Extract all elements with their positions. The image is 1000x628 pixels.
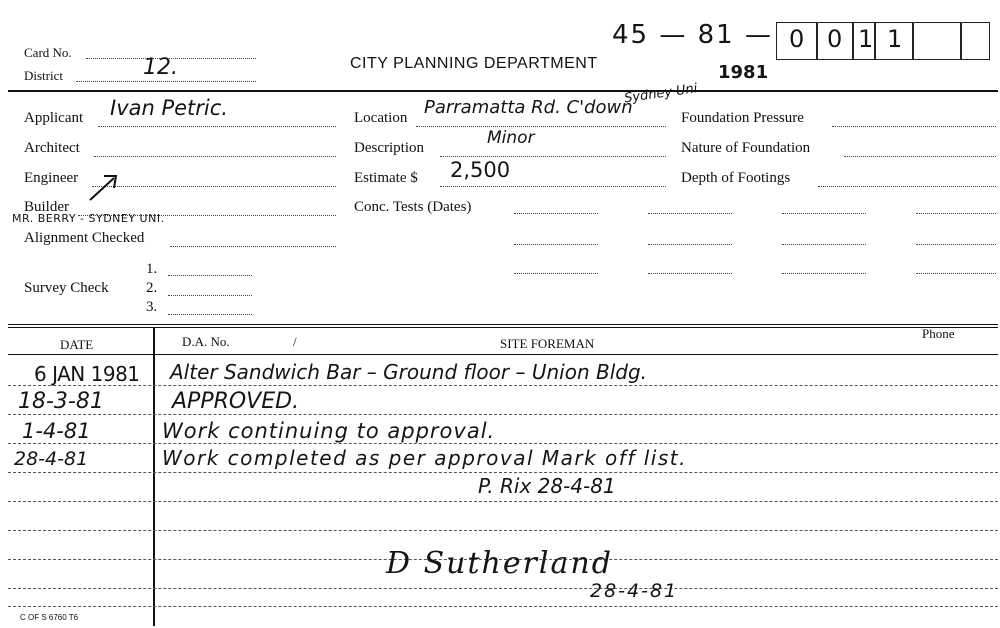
description-line [440, 156, 666, 157]
log-row-line [8, 501, 998, 502]
arrow-mark [86, 170, 126, 204]
department-title: CITY PLANNING DEPARTMENT [350, 55, 598, 72]
location-note: Sydney Uni. [623, 80, 703, 107]
log-entry-date: 18-3-81 [18, 389, 104, 414]
header-rule [8, 90, 998, 92]
survey-num-1: 1. [146, 261, 158, 277]
conc-date-line [916, 273, 996, 274]
log-entry-text: Work continuing to approval. [162, 419, 496, 443]
conc-date-line [648, 244, 732, 245]
conc-date-line [916, 213, 996, 214]
location-line [416, 126, 666, 127]
alignment-line [170, 246, 336, 247]
depth-footings-line [818, 186, 996, 187]
file-number-digit: 0 [827, 25, 843, 53]
log-row-line [8, 385, 998, 386]
builder-note: MR. BERRY - SYDNEY UNI. [12, 212, 165, 225]
year-value: 1981 [718, 62, 769, 83]
file-number-box [816, 22, 854, 60]
log-row-line [8, 472, 998, 473]
log-row-line [8, 530, 998, 531]
conc-date-line [916, 244, 996, 245]
log-top-rule [8, 324, 998, 325]
conc-date-line [782, 244, 866, 245]
survey-line-2 [168, 295, 252, 296]
description-label: Description [354, 140, 424, 156]
da-header: D.A. No. [182, 334, 230, 349]
conc-date-line [514, 273, 598, 274]
log-entry-date: 28-4-81 [14, 448, 89, 470]
applicant-line [98, 126, 336, 127]
file-number-digit: 1 [887, 25, 903, 53]
conc-date-line [782, 273, 866, 274]
form-code: C OF S 6760 T6 [20, 613, 79, 622]
log-row-line [8, 414, 998, 415]
depth-footings-label: Depth of Footings [681, 170, 791, 186]
log-row-line [8, 606, 998, 607]
log-entry-text: APPROVED. [172, 389, 300, 414]
architect-label: Architect [24, 140, 80, 156]
file-number-box [960, 22, 990, 60]
applicant-label: Applicant [24, 110, 84, 126]
conc-date-line [648, 213, 732, 214]
applicant-value: Ivan Petric. [110, 96, 228, 120]
file-number-box [852, 22, 876, 60]
description-value: Minor [487, 128, 535, 148]
log-top-rule-2 [8, 327, 998, 328]
survey-line-3 [168, 314, 252, 315]
location-value: Parramatta Rd. C'down [424, 97, 633, 118]
engineer-label: Engineer [24, 170, 79, 186]
log-entry-date: 1-4-81 [22, 419, 91, 443]
file-number-box [874, 22, 914, 60]
log-entry-text: Work completed as per approval Mark off list. [162, 446, 687, 470]
file-number-box [776, 22, 818, 60]
signature: D Sutherland [386, 546, 613, 581]
location-label: Location [354, 110, 408, 126]
date-header: DATE [60, 337, 94, 352]
card-no-label: Card No. [24, 45, 72, 60]
conc-date-line [782, 213, 866, 214]
estimate-value: 2,500 [450, 158, 511, 182]
site-foreman-header: SITE FOREMAN [500, 336, 595, 351]
survey-num-2: 2. [146, 280, 158, 296]
log-row-line [8, 588, 998, 589]
conc-date-line [514, 213, 598, 214]
date-column-divider [153, 328, 155, 626]
file-number-digit: 1 [858, 25, 874, 53]
survey-line-1 [168, 275, 252, 276]
architect-line [94, 156, 336, 157]
log-entry-date: 6 JAN 1981 [34, 362, 140, 386]
district-line [76, 81, 256, 82]
conc-tests-label: Conc. Tests (Dates) [354, 199, 472, 215]
estimate-line [440, 186, 666, 187]
phone-header: Phone [922, 326, 955, 341]
foundation-pressure-line [832, 126, 996, 127]
conc-date-line [648, 273, 732, 274]
log-row-line [8, 443, 998, 444]
file-number-box [912, 22, 962, 60]
file-number-prefix: 45 — 81 — [612, 20, 773, 50]
builder-label: Builder [24, 199, 69, 215]
nature-foundation-label: Nature of Foundation [681, 140, 811, 156]
log-header-rule [8, 354, 998, 355]
initial-line: P. Rix 28-4-81 [478, 474, 616, 498]
nature-foundation-line [844, 156, 996, 157]
da-slash: / [293, 334, 297, 349]
alignment-label: Alignment Checked [24, 230, 145, 246]
survey-label: Survey Check [24, 280, 109, 296]
district-value: 12. [143, 55, 178, 80]
foundation-pressure-label: Foundation Pressure [681, 110, 804, 126]
log-entry-text: Alter Sandwich Bar – Ground floor – Union Bldg. [170, 360, 648, 384]
engineer-line [92, 186, 336, 187]
estimate-label: Estimate $ [354, 170, 418, 186]
file-number-digit: 0 [789, 25, 805, 53]
survey-num-3: 3. [146, 299, 158, 315]
district-label: District [24, 68, 63, 83]
signature-date: 28-4-81 [590, 580, 679, 602]
conc-date-line [514, 244, 598, 245]
